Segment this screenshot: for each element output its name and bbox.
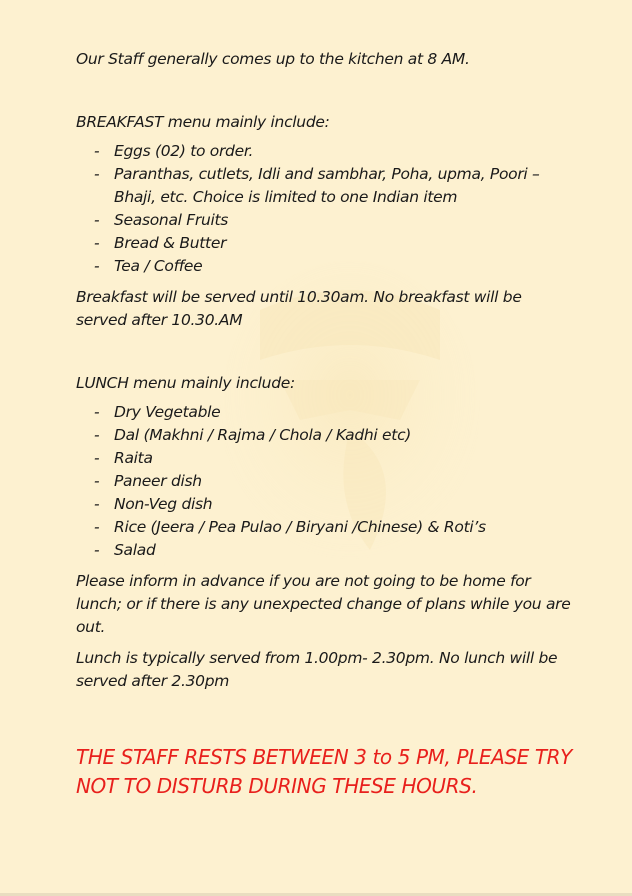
list-item: - Eggs (02) to order. [94, 142, 254, 160]
list-item: - Dal (Makhni / Rajma / Chola / Kadhi etc) [94, 426, 412, 444]
list-item: - Paneer dish [94, 472, 202, 490]
lunch-note-timing: Lunch is typically served from 1.00pm- 2.30pm. No lunch will be served after 2.30pm [76, 649, 558, 690]
lunch-heading: LUNCH menu mainly include: [76, 374, 295, 392]
list-item: - Rice (Jeera / Pea Pulao / Biryani /Chinese) & Roti’s [94, 518, 486, 536]
list-item: - Non-Veg dish [94, 495, 213, 513]
breakfast-note: Breakfast will be served until 10.30am. No breakfast will be served after 10.30.AM [76, 288, 522, 329]
breakfast-list [76, 140, 576, 278]
list-item: - Bread & Butter [94, 234, 227, 252]
list-item: - Seasonal Fruits [94, 211, 229, 229]
list-item: - Salad [94, 541, 156, 559]
list-item: - Raita [94, 449, 153, 467]
document-content [76, 48, 576, 801]
list-item: - Dry Vegetable [94, 403, 221, 421]
breakfast-heading: BREAKFAST menu mainly include: [76, 113, 330, 131]
list-item: - Paranthas, cutlets, Idli and sambhar, Poha, upma, Poori – Bhaji, etc. Choice is limited to one Indian item [94, 165, 540, 206]
lunch-list [76, 401, 576, 562]
lunch-note-inform: Please inform in advance if you are not going to be home for lunch; or if there is any unexpected change of plans while you are out. [76, 572, 571, 636]
staff-rest-alert: THE STAFF RESTS BETWEEN 3 to 5 PM, PLEASE TRY NOT TO DISTURB DURING THESE HOURS. [76, 745, 572, 798]
intro-text: Our Staff generally comes up to the kitchen at 8 AM. [76, 50, 470, 68]
list-item: - Tea / Coffee [94, 257, 203, 275]
